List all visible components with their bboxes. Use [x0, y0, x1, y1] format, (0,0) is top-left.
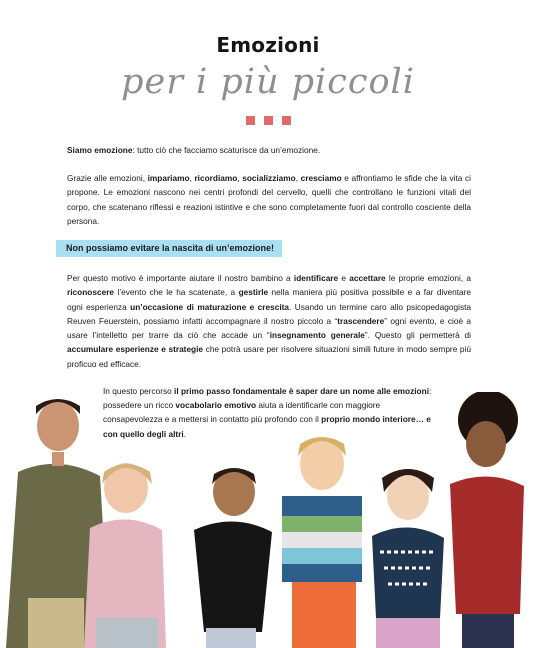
bold-run: gestirle [238, 287, 269, 298]
paragraph-emotions [67, 171, 471, 228]
bold-run: riconoscere [67, 287, 115, 298]
bold-run: accumulare esperienze e strategie [67, 344, 204, 355]
page-title: Emozioni [216, 33, 320, 57]
bold-run: proprio mondo interiore… e con quello degli altri [103, 414, 431, 439]
child-6-figure [450, 392, 524, 648]
red-square-icon [282, 116, 291, 125]
text-run: Per questo motivo è importante aiutare il nostro bambino a [67, 273, 294, 283]
text-run: , [295, 173, 301, 183]
red-square-icon [246, 116, 255, 125]
page-subtitle: per i più piccoli [121, 62, 415, 102]
paragraph-first-step [103, 384, 435, 441]
bold-run: impariamo [147, 173, 190, 183]
text-run: le proprie emozioni, a [385, 273, 471, 283]
bold-run: trascendere [337, 315, 385, 326]
bold-run: un’occasione di maturazione e crescita [130, 301, 290, 312]
intro-bold: Siamo emozione [67, 145, 133, 155]
callout-highlight: Non possiamo evitare la nascita di un’emozione! [56, 240, 282, 257]
text-run: . [183, 428, 186, 439]
text-run: ”. Questo gli permetterà di [364, 330, 471, 341]
text-run: nella maniera più positiva possibile e a far diventare ogni esperienza [67, 287, 472, 312]
text-run: In questo percorso [103, 386, 175, 396]
text-run: l’evento che le ha scatenate, a [114, 287, 239, 298]
child-5-figure [372, 469, 444, 648]
text-run: che potrà usare per risolvere situazioni simili future in modo sempre più proficuo ed efficace. [67, 344, 471, 369]
bold-run: identificare [293, 273, 339, 283]
text-run: . Usando un termine caro allo psicopedagogista Reuven Feuerstein, possiamo infatti accompagnare il nostro piccolo a “ [67, 301, 472, 326]
decorative-squares [0, 116, 536, 125]
bold-run: il primo passo fondamentale è saper dare un nome alle emozioni [174, 386, 429, 396]
bold-run: cresciamo [300, 173, 342, 183]
text-run: , [237, 173, 243, 183]
bold-run: socializziamo [242, 173, 296, 183]
text-run: ” ogni evento, e cioè a usare l’intelletto per trarre da ciò che accade un “ [67, 315, 472, 341]
bold-run: insegnamento generale [269, 330, 365, 341]
paragraph-strategy [67, 271, 471, 371]
text-run: : possedere un ricco [103, 386, 432, 411]
bold-run: vocabolario emotivo [175, 400, 257, 411]
text-run: , [189, 173, 195, 183]
text-run: e affrontiamo le sfide che la vita ci propone. Le emozioni nascono nei centri profondi del cervello, quelli che controllano le funzioni vitali del corpo, che scatenano riflessi e reazioni istintive e che sono completamente fuori dal controllo cosciente della persona. [67, 173, 471, 226]
text-run: e [338, 273, 350, 283]
bold-run: accettare [349, 273, 386, 283]
bold-run: ricordiamo [194, 173, 238, 183]
text-run: Grazie alle emozioni, [67, 173, 148, 183]
red-square-icon [264, 116, 273, 125]
child-4-figure [282, 437, 362, 648]
text-run: aiuta a identificarle con maggiore consapevolezza e a mettersi in contatto più profondo con il [103, 400, 381, 425]
intro-text: : tutto ciò che facciamo scaturisce da un’emozione. [132, 145, 321, 155]
child-3-figure [194, 468, 272, 648]
intro-paragraph [67, 143, 471, 157]
